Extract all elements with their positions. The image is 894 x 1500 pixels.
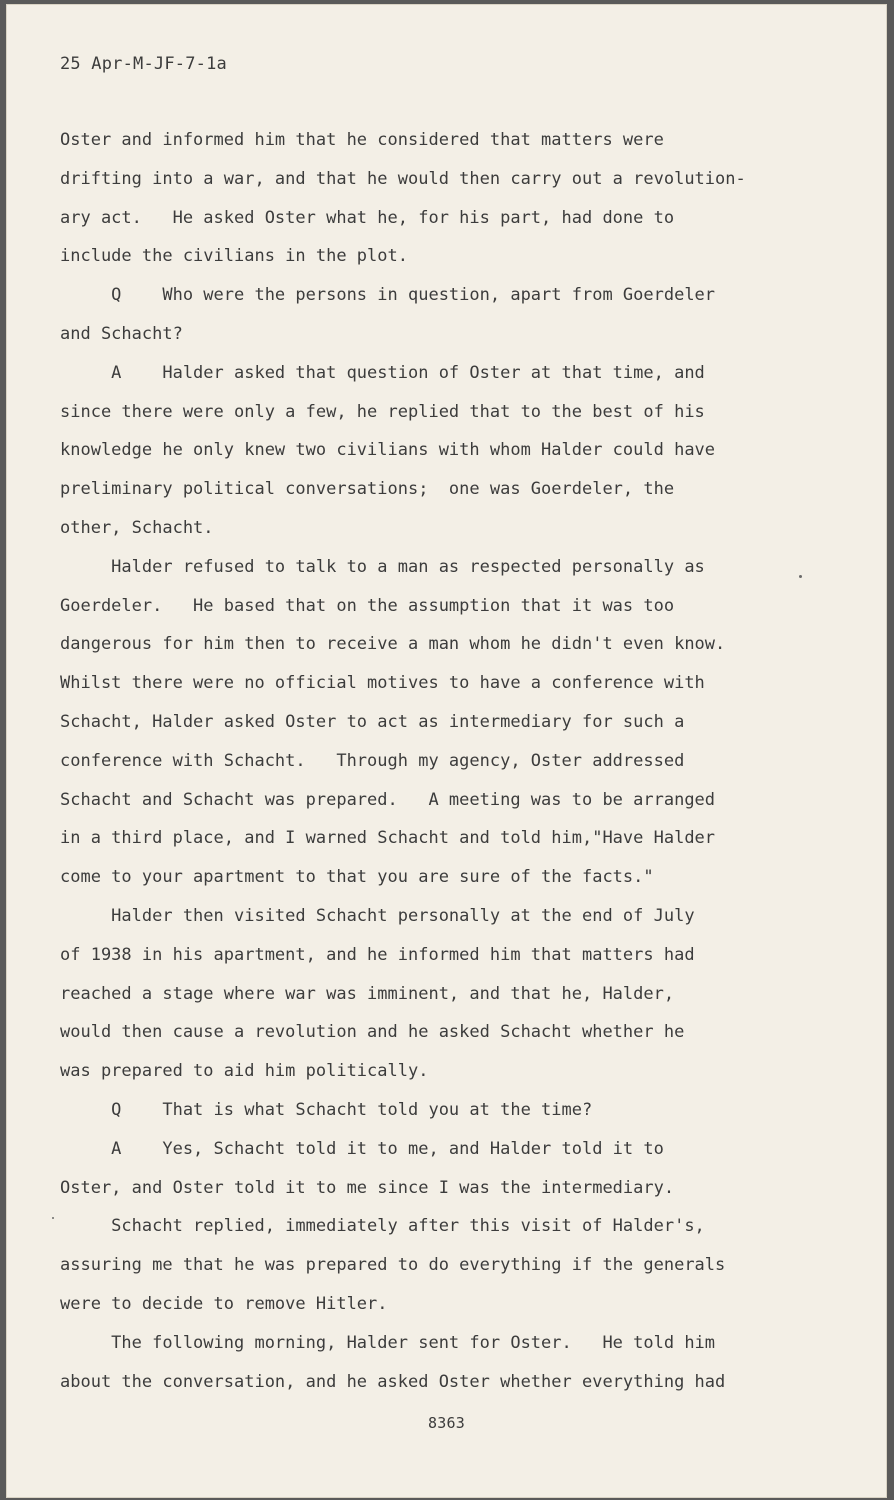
text-line: drifting into a war, and that he would then carry out a revolution- — [60, 168, 746, 189]
text-line: dangerous for him then to receive a man whom he didn't even know. — [60, 634, 726, 655]
text-line: would then cause a revolution and he asked Schacht whether he — [60, 1022, 685, 1043]
text-line: The following morning, Halder sent for Oster. He told him — [60, 1332, 716, 1353]
text-line: include the civilians in the plot. — [60, 246, 408, 267]
text-line: and Schacht? — [60, 323, 183, 344]
paper-speck — [52, 1217, 54, 1219]
document-reference-header: 25 Apr-M-JF-7-1a — [60, 54, 227, 74]
page-number: 8363 — [428, 1414, 465, 1432]
text-line: knowledge he only knew two civilians with whom Halder could have — [60, 440, 716, 461]
text-line: Whilst there were no official motives to have a conference with — [60, 673, 705, 694]
text-line: in a third place, and I warned Schacht and told him,"Have Halder — [60, 828, 716, 849]
text-line: of 1938 in his apartment, and he informed him that matters had — [60, 944, 695, 965]
text-line: Halder refused to talk to a man as respected personally as — [60, 556, 705, 577]
text-line: Schacht and Schacht was prepared. A meeting was to be arranged — [60, 789, 716, 810]
text-line: A Halder asked that question of Oster at that time, and — [60, 362, 705, 383]
text-line: Goerdeler. He based that on the assumption that it was too — [60, 595, 675, 616]
text-line: other, Schacht. — [60, 517, 214, 538]
paper-speck — [799, 575, 802, 578]
text-line: about the conversation, and he asked Oster whether everything had — [60, 1371, 726, 1392]
text-line: reached a stage where war was imminent, and that he, Halder, — [60, 983, 675, 1004]
text-line: Oster, and Oster told it to me since I was the intermediary. — [60, 1177, 675, 1198]
text-line: come to your apartment to that you are sure of the facts." — [60, 867, 654, 888]
page-content — [6, 4, 887, 1498]
text-line: Oster and informed him that he considered that matters were — [60, 130, 664, 150]
document-page — [6, 4, 887, 1498]
text-line: was prepared to aid him politically. — [60, 1061, 429, 1082]
body-text — [60, 128, 840, 1408]
text-line: Q That is what Schacht told you at the time? — [60, 1099, 593, 1120]
text-line: preliminary political conversations; one was Goerdeler, the — [60, 479, 675, 500]
text-line: Schacht replied, immediately after this visit of Halder's, — [60, 1216, 705, 1237]
text-line: were to decide to remove Hitler. — [60, 1293, 388, 1314]
text-line: Q Who were the persons in question, apart from Goerdeler — [60, 285, 716, 306]
text-line: Schacht, Halder asked Oster to act as intermediary for such a — [60, 711, 685, 732]
text-line: since there were only a few, he replied that to the best of his — [60, 401, 705, 422]
text-line: conference with Schacht. Through my agency, Oster addressed — [60, 750, 685, 771]
text-line: ary act. He asked Oster what he, for his part, had done to — [60, 207, 675, 228]
text-line: A Yes, Schacht told it to me, and Halder told it to — [60, 1138, 664, 1159]
text-line: assuring me that he was prepared to do everything if the generals — [60, 1255, 726, 1276]
text-line: Halder then visited Schacht personally at the end of July — [60, 905, 695, 926]
